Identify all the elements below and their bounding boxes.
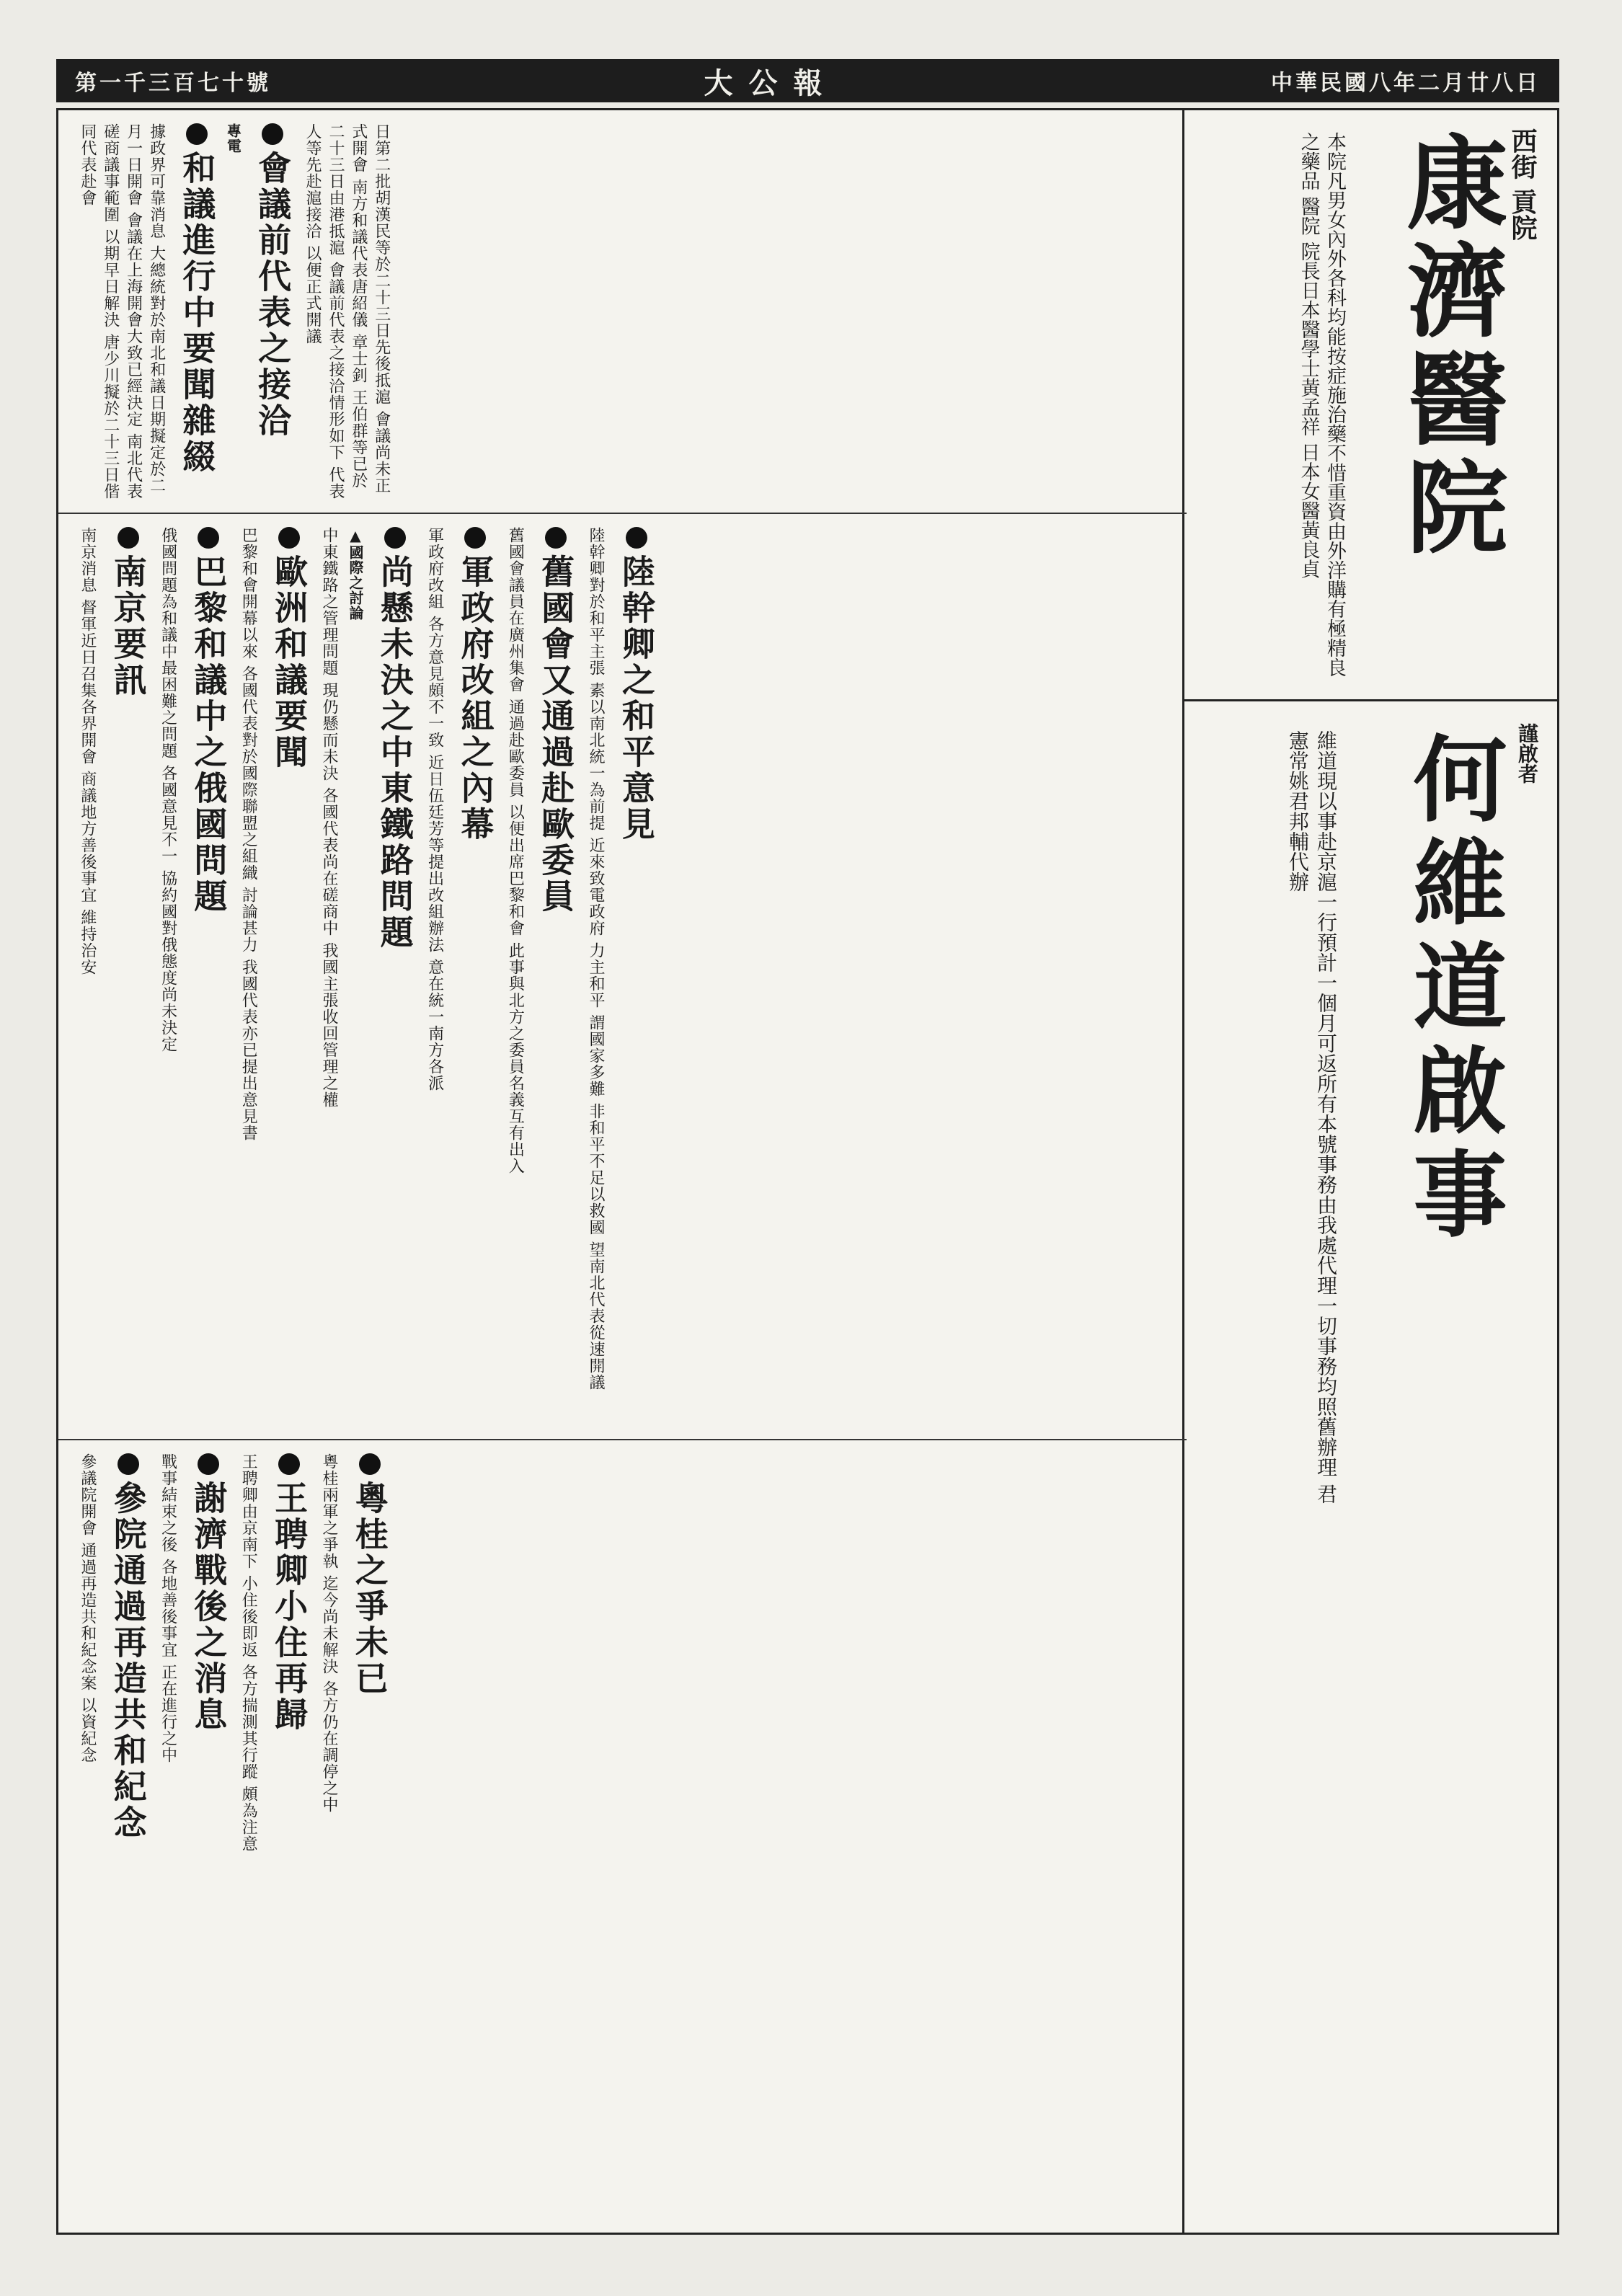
article-body: 據政界可靠消息 大總統對於南北和議日期擬定於二月一日開會 會議在上海開會大致已經決定 南北代表磋商議事範圍 以期早日解決 唐少川擬於二十三日偕同代表赴會 bbox=[78, 123, 166, 500]
article-headline bbox=[106, 1453, 149, 2224]
headline-text: 歐洲和議要聞 bbox=[270, 554, 309, 771]
article-subhead: ▲國際之討論 bbox=[346, 527, 364, 621]
newspaper-page bbox=[56, 108, 1559, 2235]
hospital-ad bbox=[1184, 110, 1557, 701]
article-body: 巴黎和會開幕以來 各國代表對於國際聯盟之組織 討論甚力 我國代表亦已提出意見書 bbox=[239, 527, 258, 1141]
bullet-icon bbox=[278, 527, 300, 549]
tier-bottom-flow bbox=[58, 1440, 401, 2237]
article-body: 陸幹卿對於和平主張 素以南北統一為前提 近來致電政府 力主和平 謂國家多難 非和平不足以救國 望南北代表從速開議 bbox=[587, 527, 606, 1391]
ad-column bbox=[1182, 110, 1557, 2233]
headline-text: 巴黎和議中之俄國問題 bbox=[189, 554, 229, 915]
notice-ad-name: 何維道啟事 bbox=[1398, 730, 1508, 1249]
bullet-icon bbox=[359, 1453, 381, 1475]
bullet-icon bbox=[262, 123, 283, 145]
article-headline bbox=[347, 1453, 391, 2224]
bullet-icon bbox=[626, 527, 647, 549]
headline-text: 舊國會又通過赴歐委員 bbox=[536, 554, 576, 915]
article-body: 舊國會議員在廣州集會 通過赴歐委員 以便出席巴黎和會 此事與北方之委員名義互有出入 bbox=[506, 527, 525, 1174]
article-body: 南京消息 督軍近日召集各界開會 商議地方善後事宜 維持治安 bbox=[78, 527, 97, 975]
article-headline bbox=[106, 527, 149, 1426]
article-body: 粵桂兩軍之爭執 迄今尚未解決 各方仍在調停之中 bbox=[319, 1453, 338, 1813]
article-headline bbox=[187, 1453, 230, 2224]
issue-number: 第一千三百七十號 bbox=[75, 71, 271, 96]
paper-name: 大公報 bbox=[704, 66, 838, 100]
headline-text: 王聘卿小住再歸 bbox=[270, 1481, 309, 1733]
article-body: 軍政府改組 各方意見頗不一致 近日伍廷芳等提出改組辦法 意在統一南方各派 bbox=[425, 527, 444, 1091]
article-headline bbox=[187, 527, 230, 1426]
headline-text: 粵桂之爭未已 bbox=[350, 1481, 389, 1697]
hospital-ad-desc: 本院凡男女內外各科均能按症施治藥不惜重資由外洋購有極精良之藥品 醫院 院長日本醫學士黃孟祥 日本女醫黃良貞 bbox=[1297, 132, 1346, 677]
hospital-ad-name: 康濟醫院 bbox=[1390, 130, 1508, 563]
bullet-icon bbox=[464, 527, 486, 549]
tier-bottom bbox=[58, 1440, 1187, 2237]
notice-ad-desc: 維道現以事赴京滬一行預計一個月可返所有本號事務由我處代理一切事務均照舊辦理 君憲常姚君邦輔代辦 bbox=[1285, 730, 1338, 1504]
headline-text: 參院通過再造共和紀念 bbox=[108, 1481, 148, 1841]
article-body: 日第二批胡漢民等於二十三日先後抵滬 會議尚未正式開會 南方和議代表唐紹儀 章士釗 王伯群等已於二十三日由港抵滬 會議前代表之接洽情形如下 代表人等先赴滬接洽 以便正式開議 bbox=[303, 123, 391, 500]
bullet-icon bbox=[186, 123, 208, 145]
bullet-icon bbox=[384, 527, 406, 549]
headline-text: 南京要訊 bbox=[108, 554, 148, 699]
article-headline bbox=[373, 527, 416, 1426]
bullet-icon bbox=[545, 527, 567, 549]
tier-middle bbox=[58, 514, 1187, 1440]
article-headline bbox=[533, 527, 577, 1426]
headline-text: 和議進行中要聞雜綴 bbox=[177, 151, 217, 475]
headline-text: 謝濟戰後之消息 bbox=[189, 1481, 229, 1733]
headline-text: 陸幹卿之和平意見 bbox=[616, 554, 656, 843]
article-body: 戰事結束之後 各地善後事宜 正在進行之中 bbox=[159, 1453, 177, 1763]
bullet-icon bbox=[198, 527, 219, 549]
notice-ad bbox=[1184, 701, 1557, 1566]
tier-middle-flow bbox=[58, 514, 668, 1439]
headline-text: 會議前代表之接洽 bbox=[253, 151, 293, 439]
hospital-ad-label: 西街 貢院 bbox=[1507, 128, 1538, 241]
bullet-icon bbox=[118, 527, 139, 549]
article-headline bbox=[614, 527, 657, 1426]
notice-ad-label: 謹啟者 bbox=[1515, 723, 1539, 784]
headline-text: 軍政府改組之內幕 bbox=[456, 554, 495, 843]
article-byline: 專電 bbox=[224, 123, 242, 154]
tier-top-flow bbox=[58, 110, 403, 513]
bullet-icon bbox=[278, 1453, 300, 1475]
bullet-icon bbox=[198, 1453, 219, 1475]
article-headline bbox=[267, 527, 310, 1426]
article-body: 俄國問題為和議中最困難之問題 各國意見不一 協約國對俄態度尚未決定 bbox=[159, 527, 177, 1052]
publication-date: 中華民國八年二月廿八日 bbox=[1271, 71, 1541, 96]
headline-text: 尚懸未決之中東鐵路問題 bbox=[375, 554, 415, 951]
article-headline bbox=[175, 123, 218, 500]
article-headline bbox=[453, 527, 497, 1426]
bullet-icon bbox=[118, 1453, 139, 1475]
article-headline bbox=[250, 123, 293, 500]
article-body: 中東鐵路之管理問題 現仍懸而未決 各國代表尚在磋商中 我國主張收回管理之權 bbox=[319, 527, 338, 1108]
tier-top bbox=[58, 110, 1187, 514]
masthead-bar bbox=[56, 59, 1559, 102]
article-body: 參議院開會 通過再造共和紀念案 以資紀念 bbox=[78, 1453, 97, 1763]
article-body: 王聘卿由京南下 小住後即返 各方揣測其行蹤 頗為注意 bbox=[239, 1453, 258, 1852]
article-headline bbox=[267, 1453, 310, 2224]
